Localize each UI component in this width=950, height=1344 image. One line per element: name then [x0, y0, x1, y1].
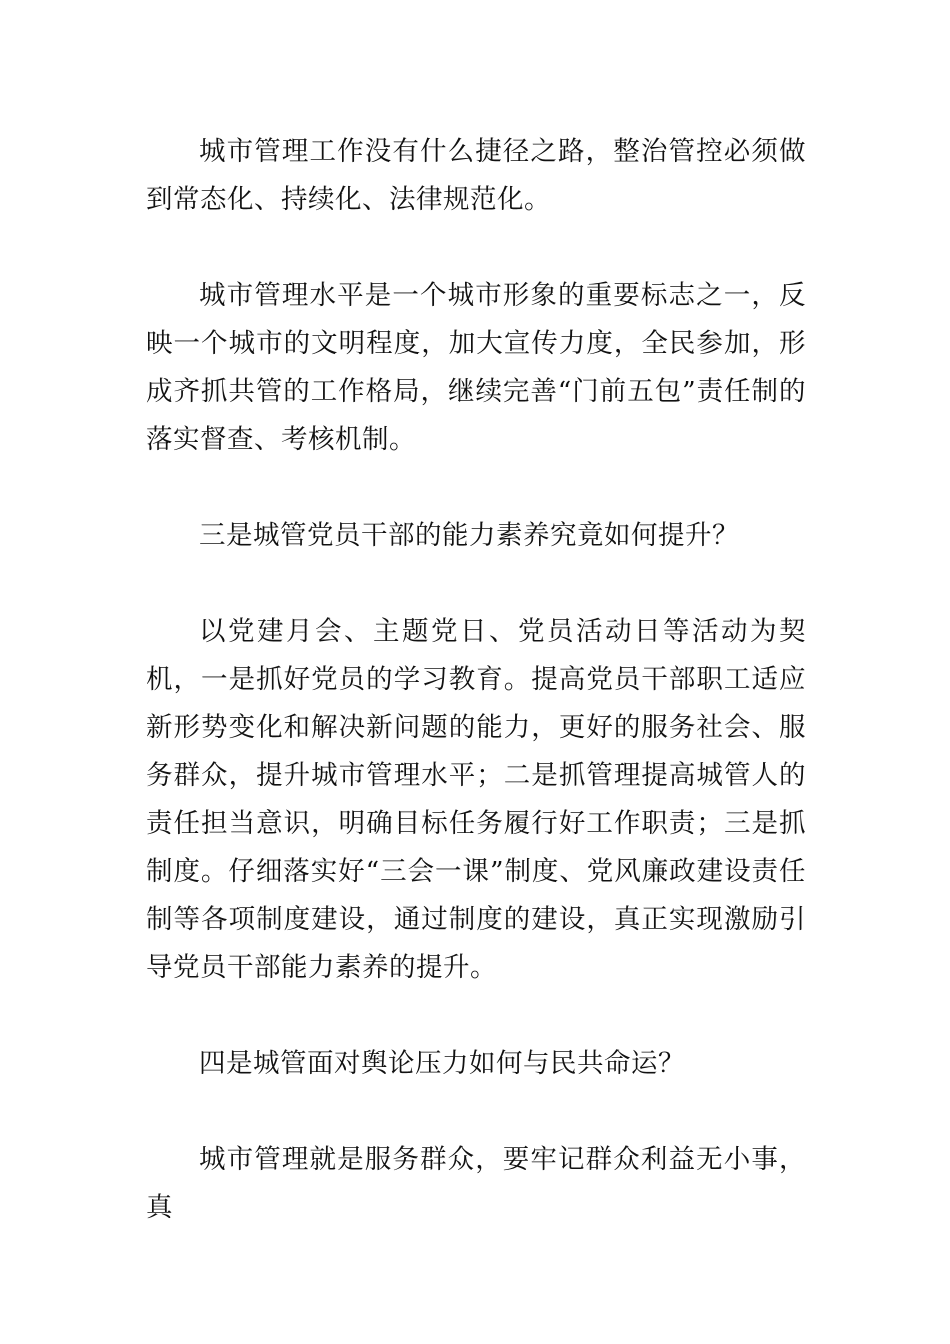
- section-heading-public-opinion: 四是城管面对舆论压力如何与民共命运？: [199, 1048, 685, 1079]
- paragraph-city-management-approach: 城市管理工作没有什么捷径之路，整治管控必须做到常态化、持续化、法律规范化。: [146, 136, 806, 215]
- document-body: [146, 128, 806, 1280]
- paragraph-city-image: 城市管理水平是一个城市形象的重要标志之一，反映一个城市的文明程度，加大宣传力度，全民参加，形成齐抓共管的工作格局，继续完善“门前五包”责任制的落实督查、考核机制。: [146, 280, 806, 455]
- paragraph-party-building: 以党建月会、主题党日、党员活动日等活动为契机，一是抓好党员的学习教育。提高党员干部职工适应新形势变化和解决新问题的能力，更好的服务社会、服务群众，提升城市管理水平；二是抓管理提高城管人的责任担当意识，明确目标任务履行好工作职责；三是抓制度。仔细落实好“三会一课”制度、党风廉政建设责任制等各项制度建设，通过制度的建设，真正实现激励引导党员干部能力素养的提升。: [146, 616, 806, 983]
- paragraph-serve-masses: 城市管理就是服务群众，要牢记群众利益无小事，真: [146, 1144, 806, 1223]
- section-heading-cadre-ability: 三是城管党员干部的能力素养究竟如何提升？: [199, 520, 739, 551]
